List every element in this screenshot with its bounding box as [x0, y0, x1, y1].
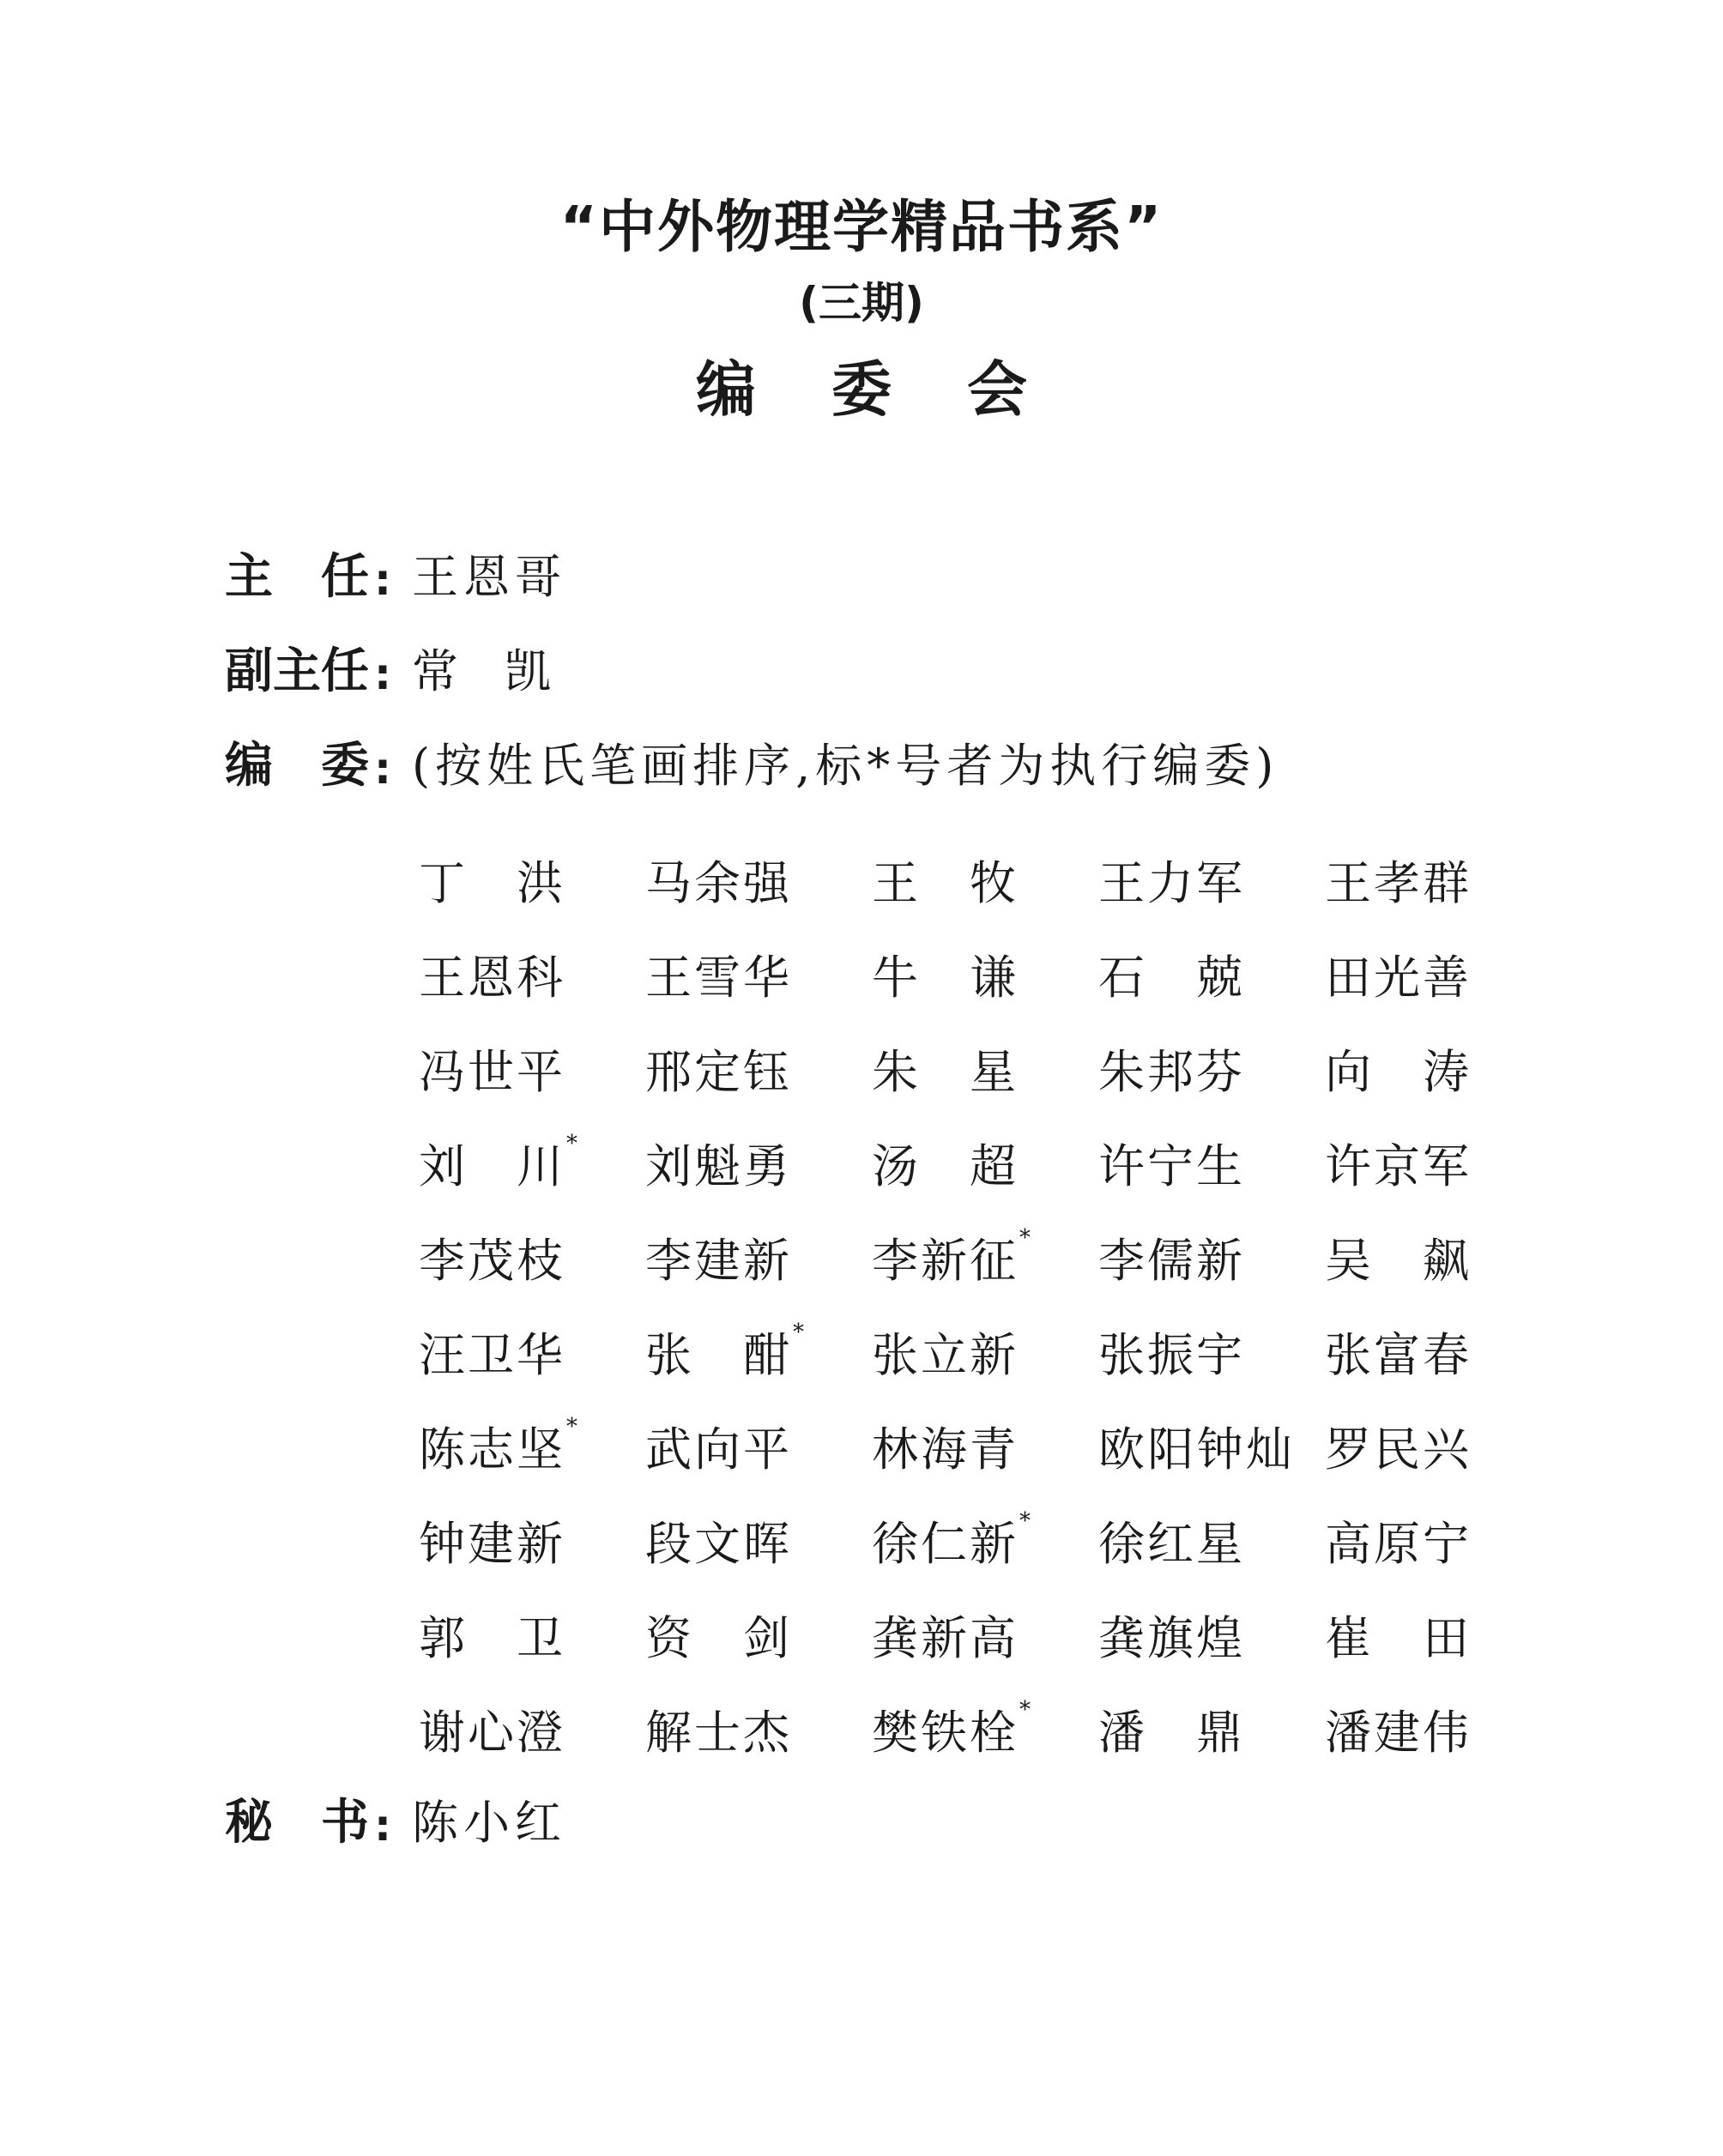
committee-member: [872, 1682, 1098, 1776]
member-name: 朱 邦 芬: [1098, 1044, 1242, 1099]
committee-member: [419, 1304, 645, 1398]
member-name: 解 士 杰: [645, 1705, 789, 1760]
director-label: [225, 539, 369, 607]
member-name: 李 儒 新: [1098, 1233, 1242, 1288]
label-char: 编: [225, 738, 273, 794]
committee-member: [872, 1587, 1098, 1682]
secretary-label: [225, 1785, 369, 1853]
member-name: 刘 魁 勇: [645, 1138, 789, 1193]
member-name: 向 涛: [1325, 1044, 1469, 1099]
committee-member: [419, 1682, 645, 1776]
series-title: “中外物理学精品书系”: [559, 194, 1164, 260]
member-name: 樊 铁 栓: [872, 1705, 1016, 1760]
member-name: 石 兢: [1098, 950, 1242, 1005]
member-name: 王 恩 科: [419, 950, 563, 1005]
member-name: 欧 阳 钟 灿: [1098, 1422, 1292, 1477]
committee-member: [872, 1304, 1098, 1398]
deputy-director-colon: :: [374, 649, 391, 699]
director-name: 王恩哥: [412, 549, 566, 604]
secretary-colon: :: [374, 1801, 391, 1851]
committee-member: [872, 927, 1098, 1021]
committee-member: [419, 1587, 645, 1682]
committee-row: [225, 728, 1279, 796]
member-name: 朱 星: [872, 1044, 1016, 1099]
committee-member: [1325, 1210, 1551, 1304]
member-name: 张 富 春: [1325, 1327, 1469, 1382]
committee-label: [225, 728, 369, 796]
label-char: 书: [321, 1795, 369, 1851]
member-name: 徐 红 星: [1098, 1516, 1242, 1571]
committee-member: [872, 1021, 1098, 1115]
title-block: [0, 189, 1723, 432]
board-title: 编委会: [696, 354, 1103, 425]
deputy-director-row: [225, 633, 556, 702]
deputy-director-label: [225, 633, 369, 702]
member-name: 刘 川: [419, 1138, 563, 1193]
committee-member: [419, 927, 645, 1021]
committee-member: [1098, 832, 1325, 927]
member-name: 林 海 青: [872, 1422, 1016, 1477]
member-name: 田 光 善: [1325, 950, 1469, 1005]
member-name: 许 宁 生: [1098, 1138, 1242, 1193]
member-name: 邢 定 钰: [645, 1044, 789, 1099]
committee-member: [645, 1304, 872, 1398]
member-name: 罗 民 兴: [1325, 1422, 1469, 1477]
member-name: 武 向 平: [645, 1422, 789, 1477]
secretary-row: [225, 1785, 566, 1853]
deputy-director-name: [412, 635, 556, 701]
label-char: 任: [321, 643, 369, 699]
member-name: 冯 世 平: [419, 1044, 563, 1099]
committee-member: [1098, 1304, 1325, 1398]
name-char: 常: [412, 643, 463, 698]
committee-member: [1325, 1493, 1551, 1587]
label-char: 主: [273, 643, 321, 699]
committee-member: [872, 1210, 1098, 1304]
committee-member: [645, 927, 872, 1021]
committee-member: [645, 1115, 872, 1210]
committee-member: [1325, 1682, 1551, 1776]
member-name: 王 力 军: [1098, 855, 1242, 910]
member-name: 资 剑: [645, 1610, 789, 1665]
committee-member: [1325, 832, 1551, 927]
committee-member: [645, 1587, 872, 1682]
committee-member: [1325, 1587, 1551, 1682]
executive-member-star: *: [793, 1320, 804, 1345]
member-name: 潘 建 伟: [1325, 1705, 1469, 1760]
committee-member: [645, 1493, 872, 1587]
secretary-name: 陈小红: [412, 1795, 566, 1850]
committee-member: [1098, 1115, 1325, 1210]
member-name: 丁 洪: [419, 855, 563, 910]
committee-member: [419, 1493, 645, 1587]
member-name: 郭 卫: [419, 1610, 563, 1665]
series-phase: (三期): [799, 278, 924, 328]
member-name: 龚 旗 煌: [1098, 1610, 1242, 1665]
committee-colon: :: [374, 744, 391, 794]
label-char: 主: [225, 549, 273, 605]
member-name: 张 酣: [645, 1327, 789, 1382]
member-name: 张 立 新: [872, 1327, 1016, 1382]
label-char: 副: [225, 643, 273, 699]
committee-member: [419, 832, 645, 927]
committee-member: [1098, 1682, 1325, 1776]
committee-member: [419, 1398, 645, 1493]
member-name: 吴 飙: [1325, 1233, 1469, 1288]
member-name: 段 文 晖: [645, 1516, 789, 1571]
committee-member: [419, 1210, 645, 1304]
committee-member: [872, 1493, 1098, 1587]
committee-member: [1325, 1115, 1551, 1210]
executive-member-star: *: [566, 1414, 577, 1440]
committee-member-grid: [419, 832, 1517, 1776]
member-name: 马 余 强: [645, 855, 789, 910]
committee-member: [1098, 1398, 1325, 1493]
committee-member: [1325, 1304, 1551, 1398]
member-name: 王 孝 群: [1325, 855, 1469, 910]
member-name: 陈 志 坚: [419, 1422, 563, 1477]
member-name: 潘 鼎: [1098, 1705, 1242, 1760]
committee-member: [645, 1398, 872, 1493]
member-name: 汤 超: [872, 1138, 1016, 1193]
committee-note: (按姓氏笔画排序,标*号者为执行编委): [412, 738, 1279, 793]
member-name: 张 振 宇: [1098, 1327, 1242, 1382]
committee-member: [645, 1210, 872, 1304]
director-row: [225, 539, 566, 607]
committee-member: [872, 832, 1098, 927]
label-char: 秘: [225, 1795, 273, 1851]
member-name: 龚 新 高: [872, 1610, 1016, 1665]
executive-member-star: *: [1019, 1225, 1031, 1251]
member-name: 王 牧: [872, 855, 1016, 910]
member-name: 钟 建 新: [419, 1516, 563, 1571]
committee-member: [645, 832, 872, 927]
executive-member-star: *: [1019, 1508, 1031, 1534]
committee-member: [1098, 1493, 1325, 1587]
committee-member: [872, 1115, 1098, 1210]
member-name: 王 雪 华: [645, 950, 789, 1005]
member-name: 李 新 征: [872, 1233, 1016, 1288]
label-char: 任: [321, 549, 369, 605]
member-name: 李 茂 枝: [419, 1233, 563, 1288]
member-name: 谢 心 澄: [419, 1705, 563, 1760]
label-char: 委: [321, 738, 369, 794]
committee-member: [1098, 1587, 1325, 1682]
committee-member: [645, 1021, 872, 1115]
member-name: 崔 田: [1325, 1610, 1469, 1665]
member-name: 汪 卫 华: [419, 1327, 563, 1382]
committee-member: [1098, 1021, 1325, 1115]
committee-member: [1325, 1398, 1551, 1493]
member-name: 高 原 宁: [1325, 1516, 1469, 1571]
director-colon: :: [374, 555, 391, 605]
member-name: 徐 仁 新: [872, 1516, 1016, 1571]
committee-member: [645, 1682, 872, 1776]
committee-member: [419, 1115, 645, 1210]
committee-member: [1098, 1210, 1325, 1304]
member-name: 许 京 军: [1325, 1138, 1469, 1193]
committee-member: [419, 1021, 645, 1115]
name-char: 凯: [505, 643, 556, 698]
committee-member: [872, 1398, 1098, 1493]
committee-member: [1325, 1021, 1551, 1115]
executive-member-star: *: [1019, 1697, 1031, 1723]
member-name: 牛 谦: [872, 950, 1016, 1005]
member-name: 李 建 新: [645, 1233, 789, 1288]
committee-member: [1098, 927, 1325, 1021]
executive-member-star: *: [566, 1131, 577, 1157]
committee-member: [1325, 927, 1551, 1021]
